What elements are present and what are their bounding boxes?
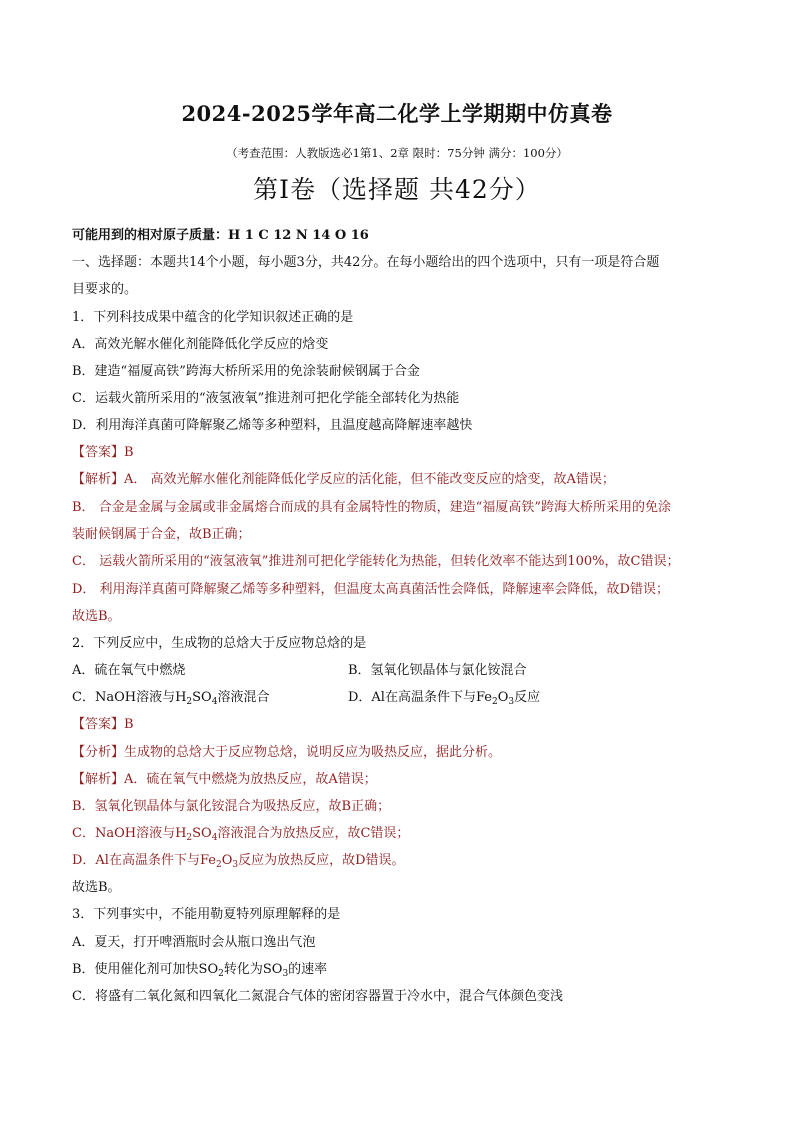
q2-explanation-3: C．NaOH溶液与$H_2SO_4$溶液混合为放热反应，故C错误；: [72, 826, 410, 843]
q1-explanation-5: D． 利用海洋真菌可降解聚乙烯等多种塑料，但温度太高真菌活性会降低，降解速率会降低，故D错误；: [72, 582, 669, 597]
q2-explanation-1: 【解析】A．硫在氧气中燃烧为放热反应，故A错误；: [72, 772, 377, 787]
q1-answer: 【答案】B: [72, 445, 134, 460]
q2-options-row-2: [72, 688, 732, 708]
q1-explanation-3: 装耐候钢属于合金，故B正确；: [72, 527, 251, 542]
q2-analysis: 【分析】生成物的总焓大于反应物总焓，说明反应为吸热反应，据此分析。: [72, 745, 502, 760]
q2-conclusion: 故选B。: [72, 880, 121, 895]
q1-option-b: B．建造“福厦高铁”跨海大桥所采用的免涂装耐候钢属于合金: [72, 364, 420, 379]
instruction-line-1: 一、选择题：本题共14个小题，每小题3分，共42分。在每小题给出的四个选项中，只有一项是符合题: [72, 255, 660, 270]
q3-stem: 3．下列事实中，不能用勒夏特列原理解释的是: [72, 907, 341, 922]
q2-answer: 【答案】B: [72, 717, 134, 732]
q3-option-a: A．夏天，打开啤酒瓶时会从瓶口逸出气泡: [72, 935, 316, 950]
q1-option-c: C．运载火箭所采用的“液氢液氧”推进剂可把化学能全部转化为热能: [72, 391, 460, 406]
section-heading: 第Ⅰ卷（选择题 共42分）: [253, 175, 541, 204]
q1-explanation-1: 【解析】A． 高效光解水催化剂能降低化学反应的活化能，但不能改变反应的焓变，故A错误；: [72, 472, 615, 487]
q2-explanation-4: D．Al在高温条件下与$Fe_2O_3$反应为放热反应，故D错误。: [72, 853, 405, 870]
q2-explanation-2: B．氢氧化钡晶体与氯化铵混合为吸热反应，故B正确；: [72, 799, 391, 814]
q2-options-row-1: [72, 661, 732, 681]
exam-scope: （考查范围：人教版选必1第1、2章 限时：75分钟 满分：100分）: [226, 146, 568, 160]
q1-conclusion: 故选B。: [72, 609, 121, 624]
atomic-masses: 可能用到的相对原子质量：H 1 C 12 N 14 O 16: [72, 228, 369, 243]
q1-explanation-2: B． 合金是金属与金属或非金属熔合而成的具有金属特性的物质，建造“福厦高铁”跨海大桥所采用的免涂: [72, 500, 671, 515]
q2-stem: 2．下列反应中，生成物的总焓大于反应物总焓的是: [72, 636, 367, 651]
q3-option-c: C．将盛有二氧化氮和四氧化二氮混合气体的密闭容器置于冷水中，混合气体颜色变浅: [72, 989, 563, 1004]
q2-option-d: D．Al在高温条件下与$Fe_2O_3$反应: [348, 690, 541, 707]
q2-option-c: C．NaOH溶液与$H_2SO_4$溶液混合: [72, 690, 270, 707]
instruction-line-2: 目要求的。: [72, 282, 138, 297]
q1-stem: 1．下列科技成果中蕴含的化学知识叙述正确的是: [72, 310, 354, 325]
q1-explanation-4: C． 运载火箭所采用的“液氢液氧”推进剂可把化学能转化为热能，但转化效率不能达到100%，故C错误；: [72, 554, 680, 569]
q1-option-a: A．高效光解水催化剂能降低化学反应的焓变: [72, 337, 329, 352]
q2-option-a: A．硫在氧气中燃烧: [72, 663, 186, 678]
q2-option-b: B．氢氧化钡晶体与氯化铵混合: [348, 663, 527, 678]
q3-option-b: B．使用催化剂可加快$SO_2$转化为$SO_3$的速率: [72, 962, 328, 979]
q1-option-d: D．利用海洋真菌可降解聚乙烯等多种塑料，且温度越高降解速率越快: [72, 418, 473, 433]
exam-title: 2024-2025学年高二化学上学期期中仿真卷: [181, 101, 613, 126]
